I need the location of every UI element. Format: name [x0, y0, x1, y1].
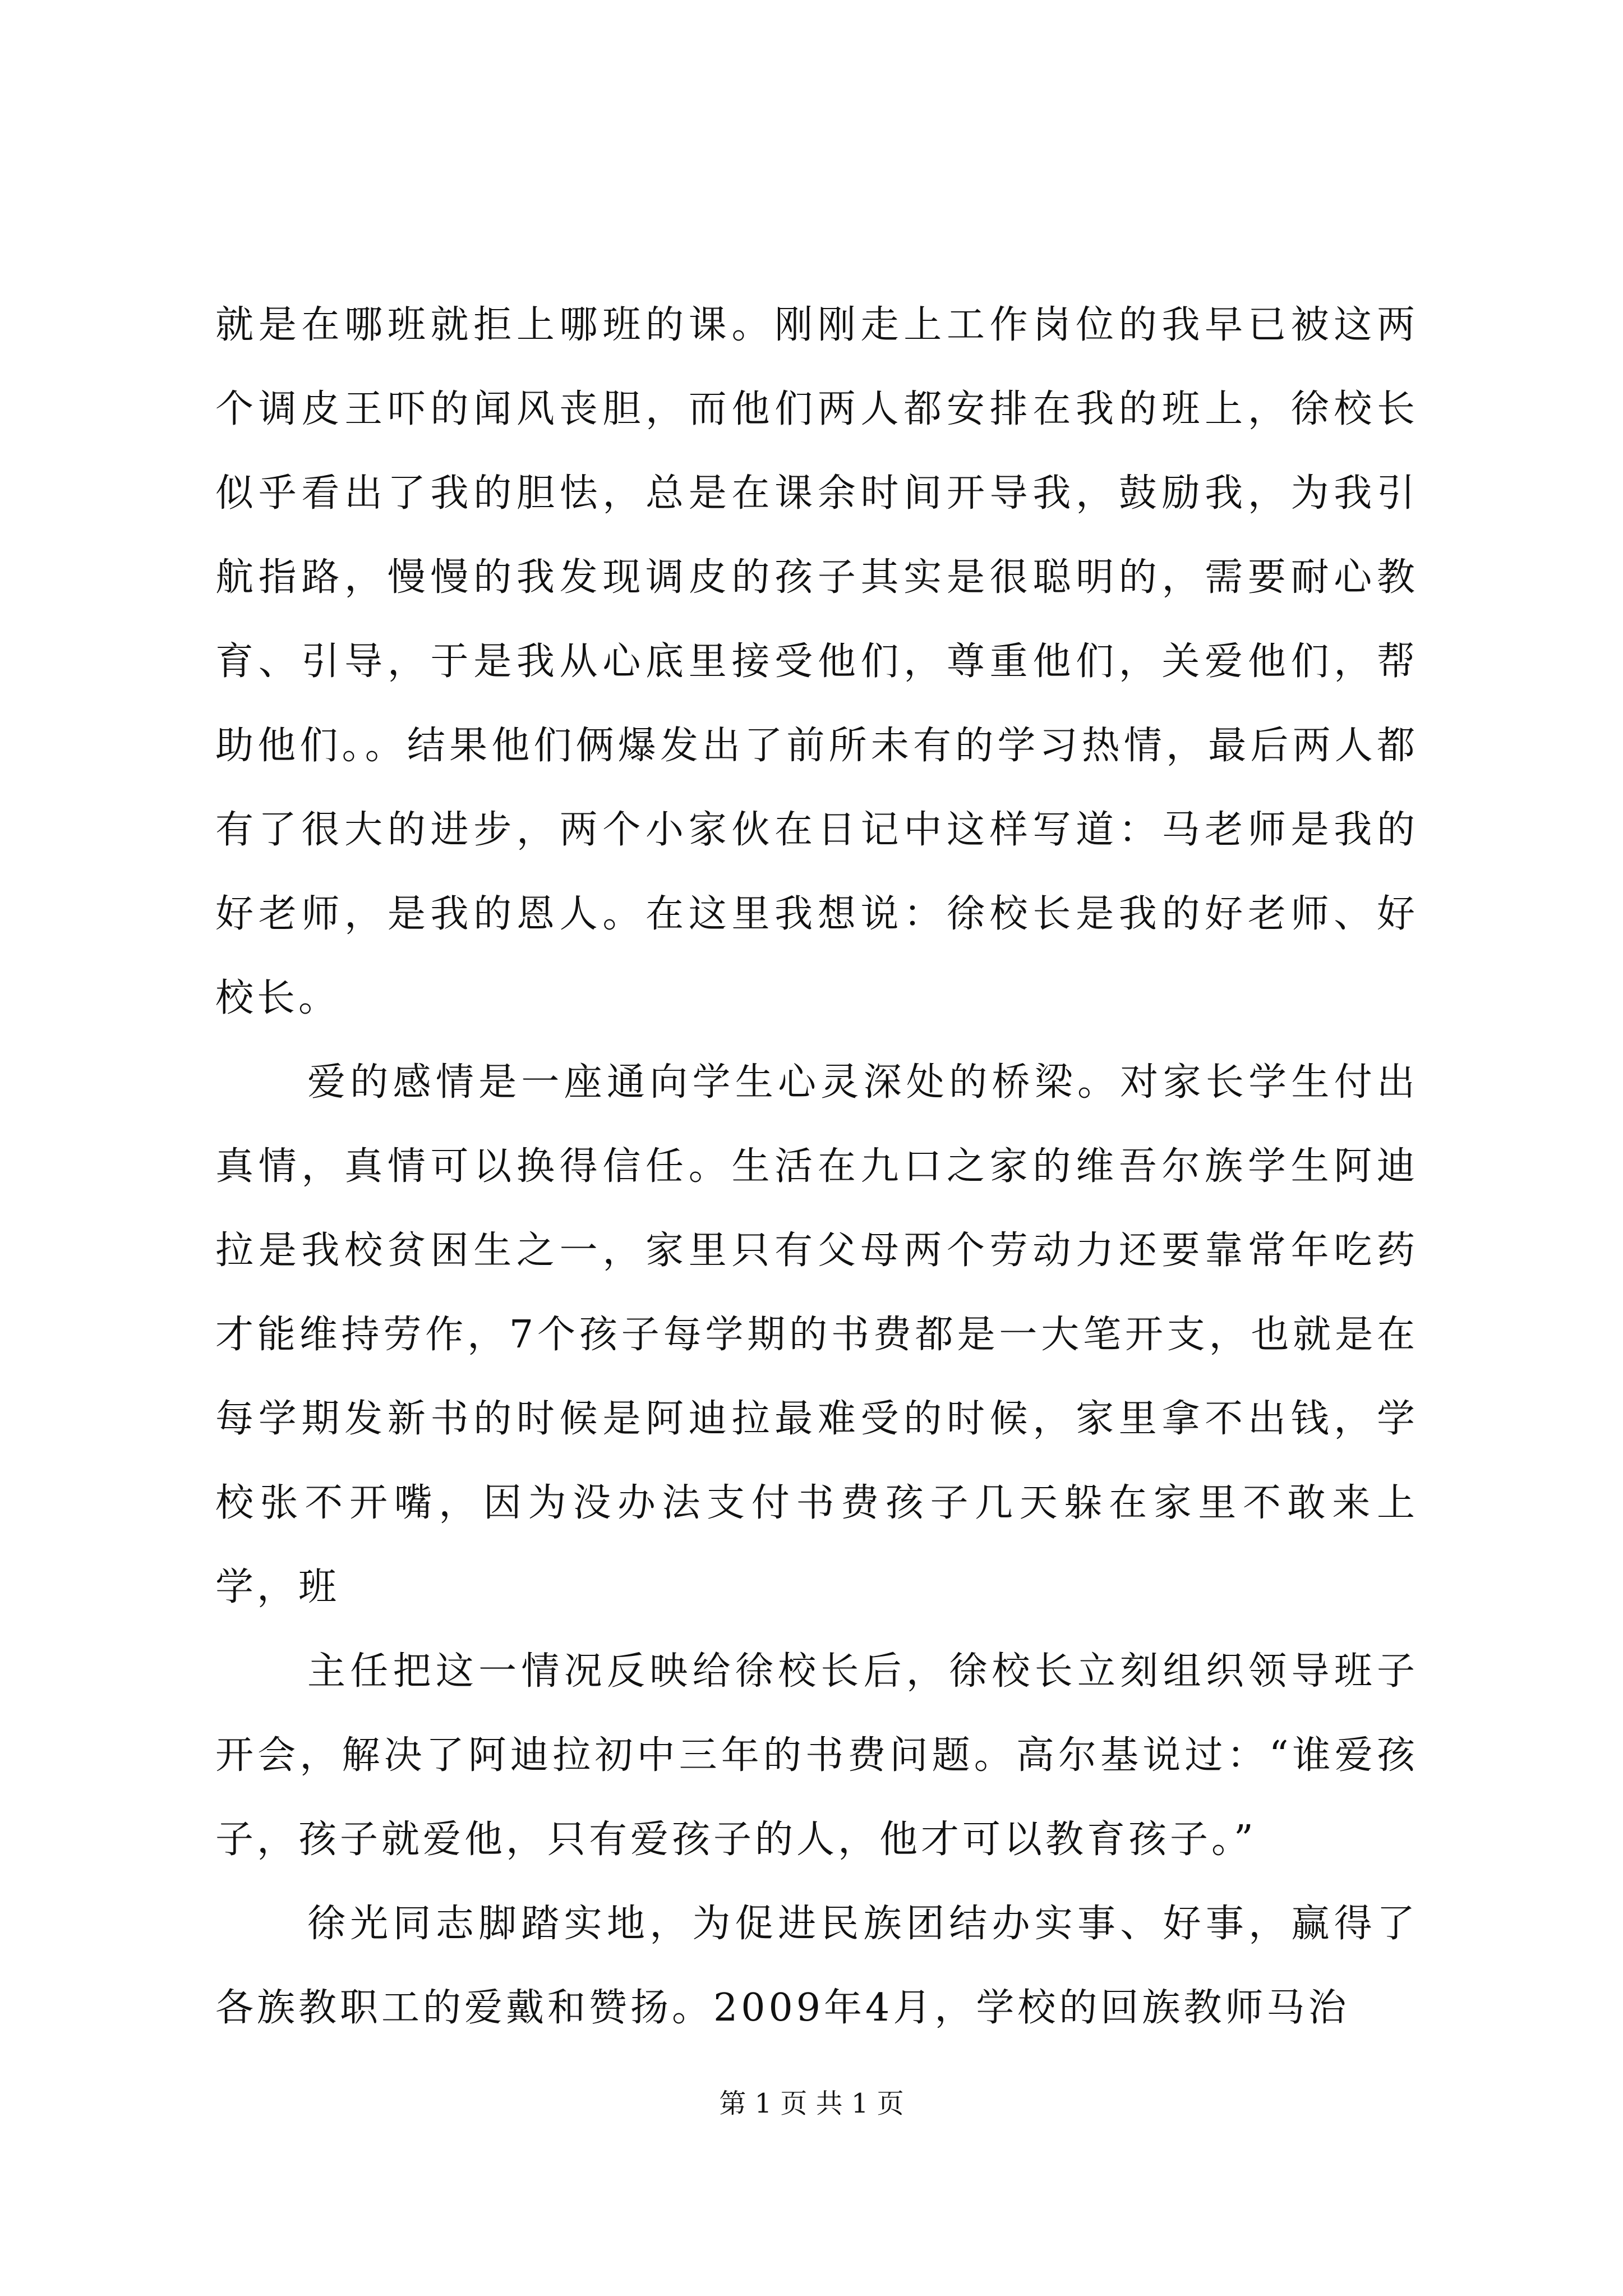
document-body — [215, 283, 1418, 2050]
paragraph-4: 徐光同志脚踏实地，为促进民族团结办实事、好事，赢得了各族教职工的爱戴和赞扬。2009年4月，学校的回族教师马治 — [215, 1902, 1418, 2030]
page-footer: 第 1 页 共 1 页 — [719, 2088, 904, 2119]
paragraph-2: 爱的感情是一座通向学生心灵深处的桥梁。对家长学生付出真情，真情可以换得信任。生活在九口之家的维吾尔族学生阿迪拉是我校贫困生之一，家里只有父母两个劳动力还要靠常年吃药才能维持劳作，7个孩子每学期的书费都是一大笔开支，也就是在每学期发新书的时候是阿迪拉最难受的时候，家里拿不出钱，学校张不开嘴，因为没办法支付书费孩子几天躲在家里不敢来上学，班 — [215, 1060, 1418, 1609]
paragraph-3: 主任把这一情况反映给徐校长后，徐校长立刻组织领导班子开会，解决了阿迪拉初中三年的书费问题。高尔基说过：“谁爱孩子，孩子就爱他，只有爱孩子的人，他才可以教育孩子。” — [215, 1649, 1418, 1862]
paragraph-1: 就是在哪班就拒上哪班的课。刚刚走上工作岗位的我早已被这两个调皮王吓的闻风丧胆，而他们两人都安排在我的班上，徐校长似乎看出了我的胆怯，总是在课余时间开导我，鼓励我，为我引航指路，慢慢的我发现调皮的孩子其实是很聪明的，需要耐心教育、引导，于是我从心底里接受他们，尊重他们，关爱他们，帮助他们。。结果他们俩爆发出了前所未有的学习热情，最后两人都有了很大的进步，两个小家伙在日记中这样写道：马老师是我的好老师，是我的恩人。在这里我想说：徐校长是我的好老师、好校长。 — [215, 303, 1418, 1020]
